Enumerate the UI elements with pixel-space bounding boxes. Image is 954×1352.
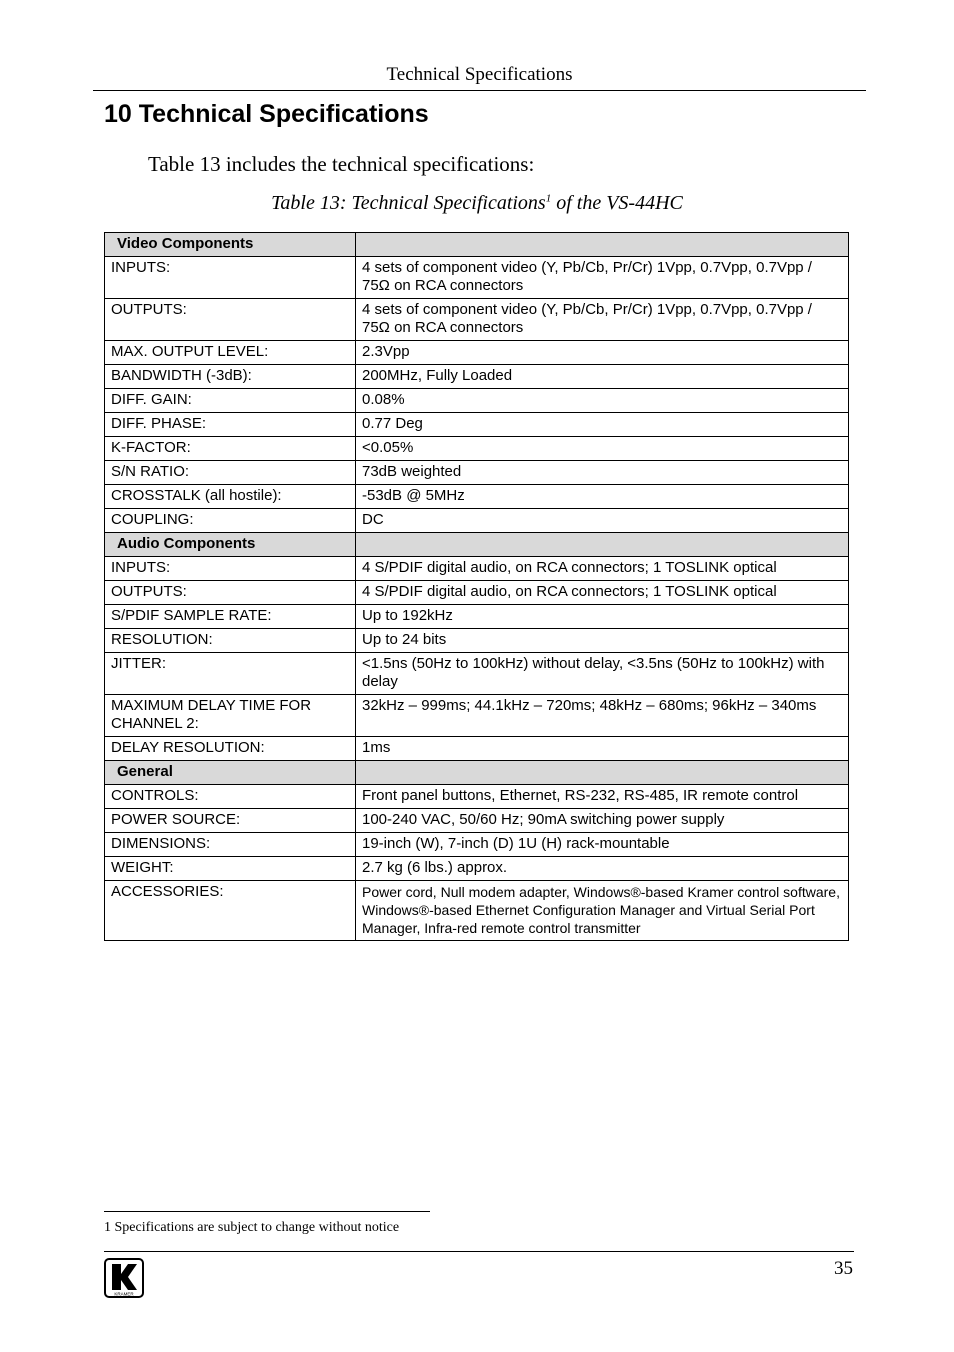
spec-label: S/N RATIO: [105,461,356,485]
table-row [105,629,849,653]
section-header-row [105,233,849,257]
spec-label: INPUTS: [105,257,356,299]
spec-label: OUTPUTS: [105,581,356,605]
table-row [105,809,849,833]
spec-label: WEIGHT: [105,857,356,881]
section-title: Audio Components [105,533,356,557]
section-title: General [105,761,356,785]
spec-label: POWER SOURCE: [105,809,356,833]
spec-value: 2.7 kg (6 lbs.) approx. [356,857,849,881]
table-row [105,461,849,485]
spec-value: <1.5ns (50Hz to 100kHz) without delay, <3.5ns (50Hz to 100kHz) with delay [356,653,849,695]
spec-value: 73dB weighted [356,461,849,485]
spec-label: JITTER: [105,653,356,695]
spec-label: CONTROLS: [105,785,356,809]
table-row [105,881,849,941]
spec-value: Power cord, Null modem adapter, Windows®-based Kramer control software, Windows®-based Ethernet Configuration Manager and Virtual Serial Port Manager, Infra-red remote control transmitter [356,881,849,941]
table-row [105,509,849,533]
intro-paragraph: Table 13 includes the technical specifications: [148,152,535,176]
spec-label: S/PDIF SAMPLE RATE: [105,605,356,629]
spec-value: 1ms [356,737,849,761]
running-header: Technical Specifications [93,64,866,91]
table-row [105,695,849,737]
section-header-blank [356,761,849,785]
table-row [105,365,849,389]
spec-label: ACCESSORIES: [105,881,356,941]
footnote: 1 Specifications are subject to change without notice [104,1220,400,1235]
table-row [105,299,849,341]
table-caption [0,192,954,215]
spec-value: Up to 24 bits [356,629,849,653]
kramer-logo-icon [104,1258,144,1298]
section-header-blank [356,533,849,557]
spec-value: 4 sets of component video (Y, Pb/Cb, Pr/Cr) 1Vpp, 0.7Vpp, 0.7Vpp / 75Ω on RCA connectors [356,257,849,299]
table-row [105,437,849,461]
spec-value: DC [356,509,849,533]
footer-divider [104,1251,854,1252]
spec-label: OUTPUTS: [105,299,356,341]
table-row [105,653,849,695]
spec-label: COUPLING: [105,509,356,533]
chapter-title: 10 Technical Specifications [104,100,429,128]
spec-label: K-FACTOR: [105,437,356,461]
spec-label: CROSSTALK (all hostile): [105,485,356,509]
table-row [105,833,849,857]
table-row [105,737,849,761]
spec-value: -53dB @ 5MHz [356,485,849,509]
section-header-row [105,533,849,557]
section-title: Video Components [105,233,356,257]
table-row [105,389,849,413]
spec-value: <0.05% [356,437,849,461]
spec-value: 200MHz, Fully Loaded [356,365,849,389]
footnote-reference: 1 [545,192,552,205]
spec-label: DIMENSIONS: [105,833,356,857]
spec-label: BANDWIDTH (-3dB): [105,365,356,389]
spec-label: DIFF. GAIN: [105,389,356,413]
spec-label: DELAY RESOLUTION: [105,737,356,761]
spec-value: Front panel buttons, Ethernet, RS-232, RS-485, IR remote control [356,785,849,809]
table-row [105,785,849,809]
spec-value: 2.3Vpp [356,341,849,365]
section-header-blank [356,233,849,257]
spec-value: Up to 192kHz [356,605,849,629]
page-number: 35 [834,1258,853,1279]
spec-label: RESOLUTION: [105,629,356,653]
specifications-table [104,232,849,941]
spec-value: 0.08% [356,389,849,413]
spec-value: 4 sets of component video (Y, Pb/Cb, Pr/Cr) 1Vpp, 0.7Vpp, 0.7Vpp / 75Ω on RCA connectors [356,299,849,341]
section-header-row [105,761,849,785]
spec-value: 19-inch (W), 7-inch (D) 1U (H) rack-mountable [356,833,849,857]
spec-label: DIFF. PHASE: [105,413,356,437]
caption-suffix: of the VS-44HC [551,192,683,214]
table-row [105,581,849,605]
table-row [105,485,849,509]
spec-value: 0.77 Deg [356,413,849,437]
table-row [105,257,849,299]
table-row [105,605,849,629]
spec-value: 4 S/PDIF digital audio, on RCA connectors; 1 TOSLINK optical [356,557,849,581]
table-row [105,413,849,437]
footnote-divider [104,1211,430,1212]
spec-label: MAXIMUM DELAY TIME FOR CHANNEL 2: [105,695,356,737]
spec-value: 4 S/PDIF digital audio, on RCA connectors; 1 TOSLINK optical [356,581,849,605]
spec-label: MAX. OUTPUT LEVEL: [105,341,356,365]
spec-value: 100-240 VAC, 50/60 Hz; 90mA switching power supply [356,809,849,833]
svg-text:KRAMER: KRAMER [114,1291,134,1297]
caption-prefix: Table 13: Technical Specifications [271,192,546,214]
table-row [105,857,849,881]
table-row [105,557,849,581]
spec-label: INPUTS: [105,557,356,581]
table-row [105,341,849,365]
spec-value: 32kHz – 999ms; 44.1kHz – 720ms; 48kHz – 680ms; 96kHz – 340ms [356,695,849,737]
